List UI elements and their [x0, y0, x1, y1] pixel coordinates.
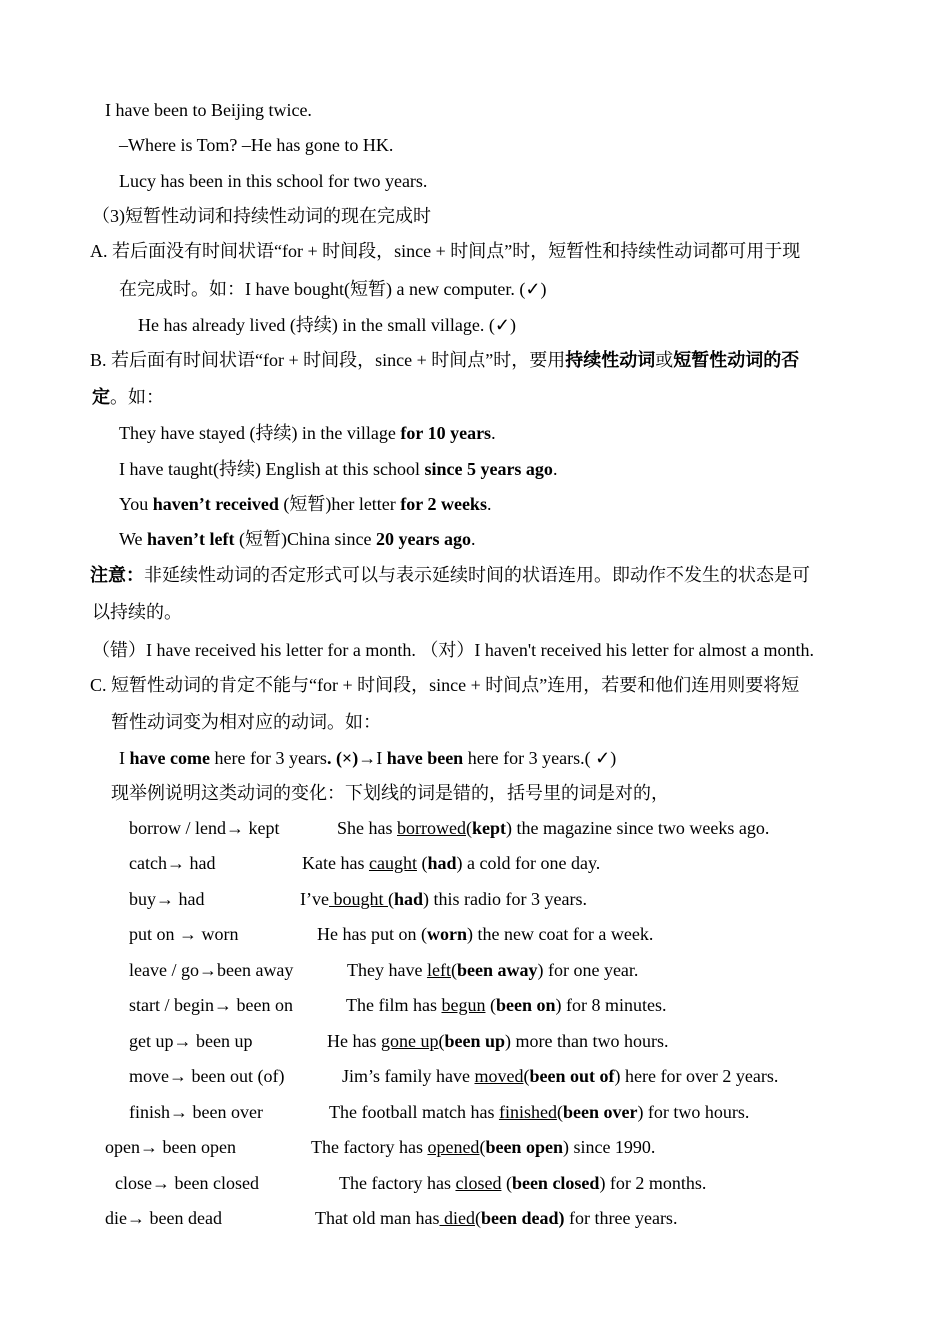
- text-segment: Jim’s family have: [342, 1066, 475, 1086]
- bold-term: have come: [129, 748, 210, 768]
- text-segment: ) for 8 minutes.: [555, 995, 667, 1015]
- text-segment: We: [119, 529, 148, 549]
- text-segment: You: [119, 494, 153, 514]
- rule-c-line2: 暂性动词变为相对应的动词。如：: [111, 712, 381, 732]
- wrong-word: closed: [455, 1173, 502, 1193]
- section-heading: （3)短暂性动词和持续性动词的现在完成时: [92, 206, 431, 226]
- verb-pair: open→ been open: [105, 1137, 236, 1157]
- text-segment: That old man has: [315, 1208, 440, 1228]
- correct-word: been dead): [480, 1208, 565, 1228]
- text-segment: (: [485, 995, 496, 1015]
- text-segment: They have stayed (持续) in the village: [119, 423, 401, 443]
- wrong-word: died: [439, 1208, 475, 1228]
- text-segment: (: [450, 960, 457, 980]
- text-segment: (: [465, 818, 472, 838]
- wrong-word: finished: [498, 1102, 557, 1122]
- text-segment: They have: [347, 960, 427, 980]
- wrong-word: caught: [368, 853, 417, 873]
- correct-word: been closed: [511, 1173, 600, 1193]
- verb-pair: die→ been dead: [105, 1208, 222, 1228]
- example-sentence: [337, 817, 769, 839]
- rule-a-line2: 在完成时。如：I have bought(短暂) a new computer. (✓): [119, 279, 547, 299]
- correct-word: been up: [444, 1031, 506, 1051]
- text-segment: ) since 1990.: [562, 1137, 656, 1157]
- text-segment: (短暂)her letter: [278, 494, 401, 514]
- text-segment: .: [552, 459, 558, 479]
- bold-term: 定: [92, 387, 110, 407]
- example-line: I have been to Beijing twice.: [105, 100, 312, 120]
- text-segment: ) more than two hours.: [505, 1031, 669, 1051]
- example-sentence: [300, 888, 587, 910]
- verb-pair: move→ been out (of): [129, 1066, 285, 1086]
- note-line2: 以持续的。: [92, 602, 182, 622]
- note-line1: [90, 564, 810, 586]
- bold-term: for 10 years: [400, 423, 492, 443]
- wrong-word: moved: [474, 1066, 524, 1086]
- text-segment: ) for one year.: [537, 960, 639, 980]
- text-segment: ) the new coat for a week.: [466, 924, 654, 944]
- text-segment: (: [438, 1031, 445, 1051]
- example-sentence: [339, 1172, 706, 1194]
- rule-a-line1: A. 若后面没有时间状语“for + 时间段，since + 时间点”时，短暂性和持续性动词都可用于现: [90, 241, 801, 261]
- text-segment: ) for 2 months.: [599, 1173, 707, 1193]
- verb-pair: borrow / lend→ kept: [129, 818, 280, 838]
- text-segment: He has put on (: [317, 924, 427, 944]
- example-sentence: [315, 1207, 677, 1229]
- wrong-right-example: （错）I have received his letter for a month. （对）I haven't received his letter for almost a month.: [92, 640, 815, 660]
- bold-term: haven’t left: [147, 529, 235, 549]
- text-segment: ) here for over 2 years.: [614, 1066, 779, 1086]
- example-sentence: [317, 923, 653, 945]
- correct-word: worn: [426, 924, 467, 944]
- text-segment: (: [556, 1102, 563, 1122]
- example-sentence: [346, 994, 666, 1016]
- example-line: [119, 458, 557, 480]
- correct-word: been open: [485, 1137, 563, 1157]
- correct-word: been over: [562, 1102, 638, 1122]
- wrong-word: opened: [427, 1137, 480, 1157]
- example-line: [119, 528, 475, 550]
- wrong-word: gone up: [380, 1031, 439, 1051]
- verb-pair: buy→ had: [129, 889, 205, 909]
- text-segment: The factory has: [339, 1173, 456, 1193]
- note-label: 注意：: [90, 565, 144, 585]
- text-segment: I have taught(持续) English at this school: [119, 459, 425, 479]
- example-sentence: [311, 1136, 655, 1158]
- text-segment: I’ve: [300, 889, 329, 909]
- verb-pair: leave / go→been away: [129, 960, 294, 980]
- example-sentence: [327, 1030, 668, 1052]
- text-segment: ) this radio for 3 years.: [423, 889, 587, 909]
- text-segment: for three years.: [564, 1208, 678, 1228]
- wrong-word: borrowed: [397, 818, 466, 838]
- verb-pair: start / begin→ been on: [129, 995, 293, 1015]
- text-segment: (短暂)China since: [234, 529, 376, 549]
- example-line: Lucy has been in this school for two years.: [119, 171, 428, 191]
- bold-term: haven’t received: [152, 494, 279, 514]
- text-segment: here for 3 years.( ✓): [463, 748, 617, 768]
- rule-b-line1: [90, 349, 799, 371]
- bold-term: have been: [386, 748, 464, 768]
- verb-pair: put on → worn: [129, 924, 239, 944]
- text-segment: I: [119, 748, 130, 768]
- example-sentence: [329, 1101, 749, 1123]
- text-segment: →I: [358, 748, 387, 768]
- correct-word: had: [394, 889, 424, 909]
- rule-c-line1: C. 短暂性动词的肯定不能与“for + 时间段，since + 时间点”连用，若要和他们连用则要将短: [90, 675, 800, 695]
- text-segment: (: [523, 1066, 530, 1086]
- text-segment: ) the magazine since two weeks ago.: [506, 818, 770, 838]
- verb-pair: close→ been closed: [115, 1173, 259, 1193]
- text-segment: The factory has: [311, 1137, 428, 1157]
- example-sentence: [302, 852, 600, 874]
- bold-term: . (×): [326, 748, 359, 768]
- table-intro: 现举例说明这类动词的变化：下划线的词是错的，括号里的词是对的，: [111, 783, 669, 803]
- text-segment: The film has: [346, 995, 442, 1015]
- correct-word: been away: [456, 960, 538, 980]
- verb-pair: finish→ been over: [129, 1102, 263, 1122]
- example-sentence: [347, 959, 638, 981]
- example-line: [119, 747, 616, 769]
- text-segment: Kate has: [302, 853, 369, 873]
- correct-word: been out of: [529, 1066, 615, 1086]
- bold-term: since 5 years ago: [424, 459, 553, 479]
- text-segment: ) for two hours.: [637, 1102, 750, 1122]
- example-sentence: [342, 1065, 778, 1087]
- wrong-word: bought: [328, 889, 388, 909]
- text-segment: ) a cold for one day.: [456, 853, 601, 873]
- correct-word: kept: [471, 818, 506, 838]
- correct-word: had: [427, 853, 457, 873]
- bold-term: 持续性动词: [565, 350, 656, 370]
- text-segment: 或: [655, 350, 674, 370]
- wrong-word: left: [426, 960, 451, 980]
- text-segment: (: [479, 1137, 486, 1157]
- verb-pair: catch→ had: [129, 853, 216, 873]
- text-segment: (: [416, 853, 428, 873]
- example-line: –Where is Tom? –He has gone to HK.: [119, 135, 394, 155]
- wrong-word: begun: [441, 995, 486, 1015]
- verb-pair: get up→ been up: [129, 1031, 253, 1051]
- rule-b-line2: [92, 386, 164, 408]
- text-segment: The football match has: [329, 1102, 499, 1122]
- text-segment: 。如：: [110, 387, 164, 407]
- text-segment: (: [501, 1173, 512, 1193]
- example-line: [119, 493, 491, 515]
- bold-term: 短暂性动词的否: [673, 350, 800, 370]
- text-segment: .: [470, 529, 476, 549]
- text-segment: .: [486, 494, 492, 514]
- correct-word: been on: [495, 995, 556, 1015]
- example-line: [119, 422, 496, 444]
- text-segment: B. 若后面有时间状语“for + 时间段，since + 时间点”时，要用: [90, 350, 566, 370]
- text-segment: (: [388, 889, 394, 909]
- text-segment: .: [491, 423, 496, 443]
- bold-term: for 2 weeks: [400, 494, 487, 514]
- text-segment: He has: [327, 1031, 381, 1051]
- text-segment: (: [474, 1208, 481, 1228]
- example-line: He has already lived (持续) in the small village. (✓): [138, 315, 516, 335]
- bold-term: 20 years ago: [376, 529, 471, 549]
- text-segment: 非延续性动词的否定形式可以与表示延续时间的状语连用。即动作不发生的状态是可: [144, 565, 810, 585]
- text-segment: here for 3 years: [209, 748, 327, 768]
- text-segment: She has: [337, 818, 397, 838]
